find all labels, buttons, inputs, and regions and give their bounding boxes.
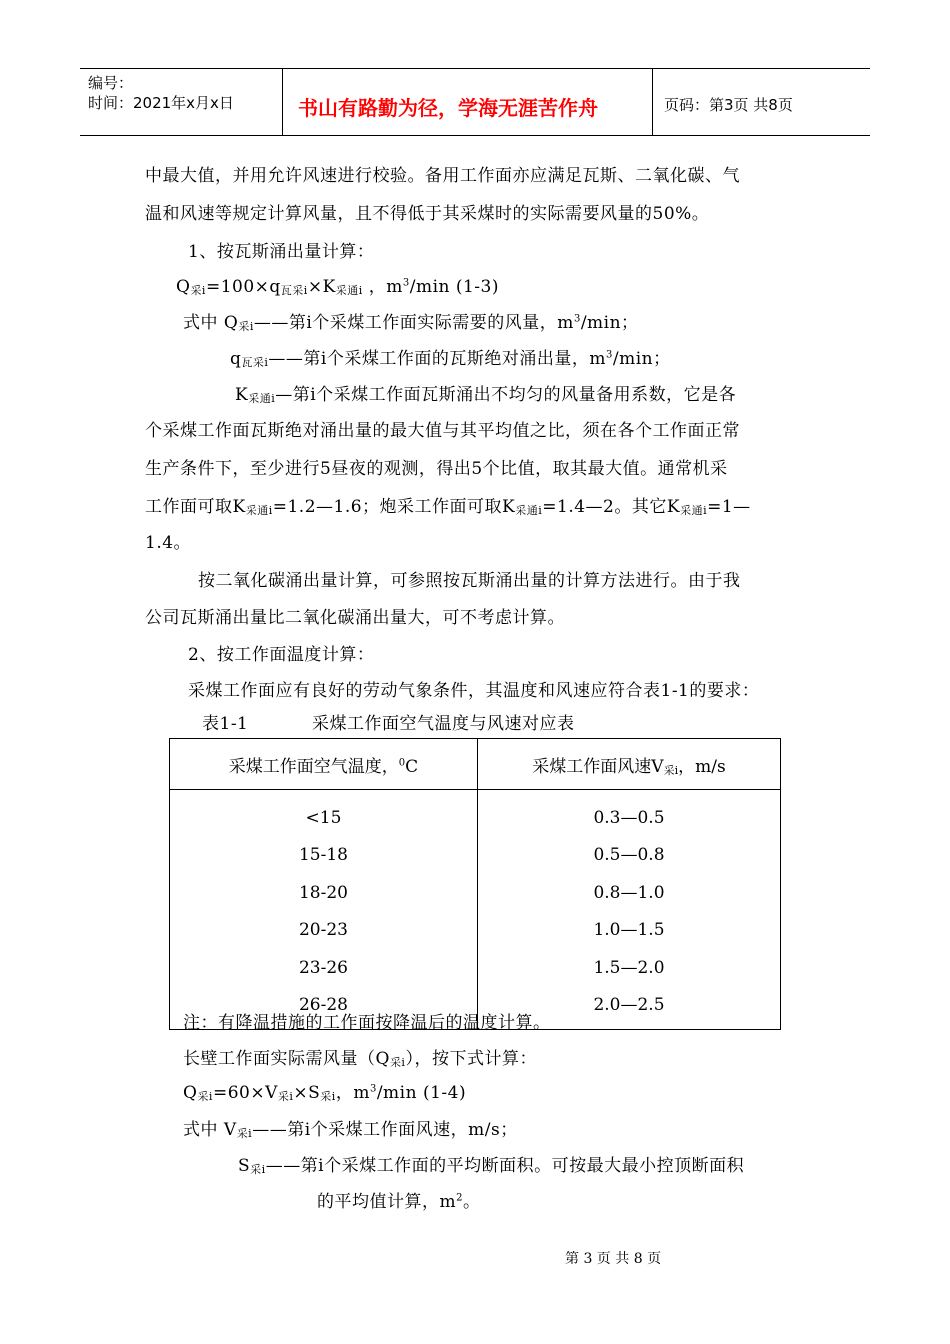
section-heading: 1、按瓦斯涌出量计算： [188,242,375,262]
formula-1-4: Q采i=60×V采i×S采i，$m^3/\min$ (1-4) [183,1083,467,1103]
header-page-label: 页码：第3页 共8页 [664,96,793,114]
table-note: 注：有降温措施的工作面按降温后的温度计算。 [183,1013,551,1033]
section-heading: 2、按工作面温度计算： [188,645,375,665]
paragraph-line: 长壁工作面实际需风量（Q采i），按下式计算： [183,1049,537,1069]
paragraph-line: 采煤工作面应有良好的劳动气象条件，其温度和风速应符合表1-1的要求： [188,681,760,701]
definition-k: K采通i—第i个采煤工作面瓦斯涌出不均匀的风量备用系数，它是各 [235,385,737,405]
table-caption-title: 采煤工作面空气温度与风速对应表 [312,714,575,734]
table-cell-windspeed: 0.3—0.5 [478,790,781,837]
table-header-windspeed: 采煤工作面风速V采i，m/s [478,739,781,790]
definition-q: 式中 Q采i——第i个采煤工作面实际需要的风量，$m^3/\min$； [183,313,639,333]
paragraph-line: 温和风速等规定计算风量，且不得低于其采煤时的实际需要风量的50%。 [145,204,710,224]
table-row [170,790,781,837]
table-row [170,949,781,987]
table-cell-temperature: <15 [170,790,478,837]
table-cell-windspeed: 2.0—2.5 [478,987,781,1030]
table-cell-temperature: 26-28 [170,987,478,1030]
definition-s: S采i——第i个采煤工作面的平均断面积。可按最大最小控顶断面积 [238,1156,745,1176]
table-cell-temperature: 20-23 [170,912,478,950]
table-row [170,874,781,912]
table-cell-windspeed: 1.0—1.5 [478,912,781,950]
paragraph-line: 生产条件下，至少进行5昼夜的观测，得出5个比值，取其最大值。通常机采 [145,459,728,479]
header-bottom-rule [80,135,870,136]
temperature-windspeed-table [169,738,781,1030]
paragraph-line: 的平均值计算，$m^2$。 [317,1192,481,1212]
footer-page-number: 第 3 页 共 8 页 [565,1251,662,1267]
table-cell-temperature: 15-18 [170,837,478,875]
formula-1-3: Q采i=100×q瓦采i×K采通i ，$m^3/\min$ (1-3) [176,277,499,297]
paragraph-line: 公司瓦斯涌出量比二氧化碳涌出量大，可不考虑计算。 [145,608,565,628]
table-cell-windspeed: 0.8—1.0 [478,874,781,912]
table-caption-number: 表1-1 [202,714,249,734]
table-cell-windspeed: 0.5—0.8 [478,837,781,875]
table-row [170,912,781,950]
paragraph-line: 个采煤工作面瓦斯绝对涌出量的最大值与其平均值之比，须在各个工作面正常 [145,421,740,441]
table-cell-windspeed: 1.5—2.0 [478,949,781,987]
table-row [170,837,781,875]
table-cell-temperature: 18-20 [170,874,478,912]
paragraph-line: 中最大值，并用允许风速进行校验。备用工作面亦应满足瓦斯、二氧化碳、气 [145,166,740,186]
document-date-label: 时间：2021年x月x日 [88,94,234,112]
table-header-temperature: 采煤工作面空气温度，$^0$C [170,739,478,790]
definition-v: 式中 V采i——第i个采煤工作面风速，m/s； [183,1120,518,1140]
definition-q-gas: q瓦采i——第i个采煤工作面的瓦斯绝对涌出量，$m^3/\min$； [230,349,671,369]
header-motto: 书山有路勤为径，学海无涯苦作舟 [298,96,598,120]
header-top-rule [80,68,870,69]
document-number-label: 编号： [88,74,134,92]
paragraph-line: 1.4。 [145,533,192,553]
header-divider-left [282,68,283,136]
paragraph-line: 按二氧化碳涌出量计算，可参照按瓦斯涌出量的计算方法进行。由于我 [198,571,741,591]
paragraph-line: 工作面可取K采通i=1.2—1.6；炮采工作面可取K采通i=1.4—2。其它K采通i=1— [145,497,751,517]
table-cell-temperature: 23-26 [170,949,478,987]
header-divider-right [652,68,653,136]
